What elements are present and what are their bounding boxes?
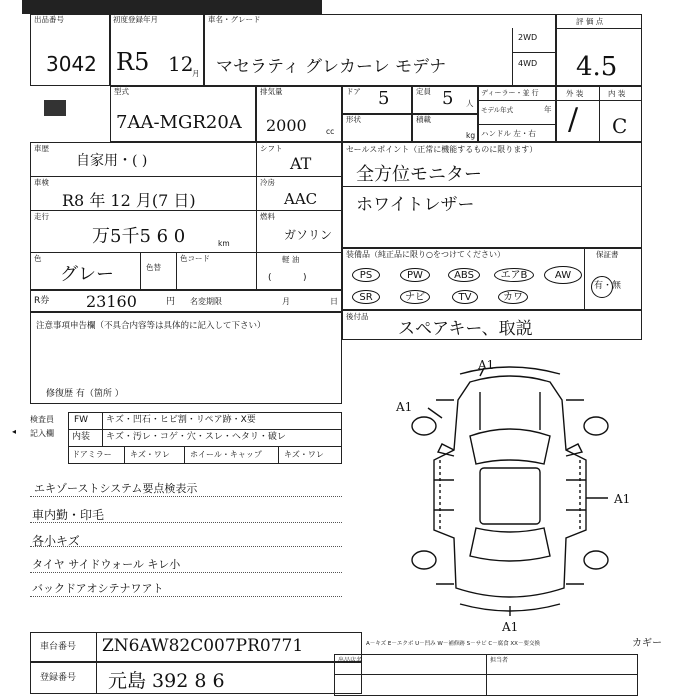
equip-airbag: エアB xyxy=(494,268,534,282)
drive-4wd: 4WD xyxy=(518,59,538,68)
reg-expiry-label: 名変期限 xyxy=(190,297,222,306)
aftermarket-label: 後付品 xyxy=(346,312,369,321)
warranty-yes-circle xyxy=(591,276,613,298)
month-unit: 月 xyxy=(192,69,200,78)
mileage: 万5千5 6 0 xyxy=(92,226,186,247)
plate-number: 元島 392 8 6 xyxy=(108,670,225,692)
handle-label: ハンドル 左・右 xyxy=(481,129,536,138)
inspection: R8 年 12 月(7 日) xyxy=(62,191,196,210)
fuel: ガソリン xyxy=(284,228,333,242)
capacity: 5 xyxy=(442,88,454,109)
light-oil-brackets: ( ) xyxy=(268,273,307,283)
diagram-mark-rear: A1 xyxy=(502,620,519,634)
drive-2wd: 2WD xyxy=(518,33,538,42)
doors: 5 xyxy=(378,88,390,109)
day-label: 日 xyxy=(330,297,338,306)
equip-leather: カワ xyxy=(498,290,528,304)
capacity-unit: 人 xyxy=(466,99,474,108)
repair-history: 修復歴 有（箇所 ） xyxy=(46,389,124,399)
int-grade: C xyxy=(612,114,628,138)
equip-aw: AW xyxy=(544,266,582,284)
reg-month: 12 xyxy=(168,52,194,76)
sales-line-1: 全方位モニター xyxy=(356,164,482,185)
model-year-label: モデル年式 xyxy=(481,106,514,114)
year-unit: 年 xyxy=(544,105,552,114)
note-line-1: エキゾーストシステム要点検表示 xyxy=(34,482,198,495)
warranty-label: 保証書 xyxy=(596,250,619,259)
shift: AT xyxy=(290,154,312,173)
model-label: 型式 xyxy=(114,87,129,96)
check-row-int-key: 内装 xyxy=(72,432,91,442)
score-label: 評 価 点 xyxy=(576,17,604,26)
damage-legend: A－キズ E－エクボ U－凹み W－補修跡 S－サビ C－腐食 XX－要交換 xyxy=(366,641,540,647)
chassis-number: ZN6AW82C007PR0771 xyxy=(102,636,304,656)
warranty-value: 有・無 xyxy=(594,281,622,291)
note-line-4: タイヤ サイドウォール キレ小 xyxy=(32,558,181,571)
diagram-mark-front-left: A1 xyxy=(396,400,413,414)
check-row-fw-key: FW xyxy=(74,415,89,425)
note-line-3: 各小キズ xyxy=(32,534,80,548)
header-logo-block xyxy=(22,0,322,14)
recycle-amount: 23160 xyxy=(86,292,137,311)
seal-2: 担当者 xyxy=(490,657,509,664)
car-diagram xyxy=(380,360,640,620)
lot-label: 出品番号 xyxy=(34,15,64,24)
ext-label: 外 装 xyxy=(566,89,584,98)
corner-note: カギー xyxy=(632,638,662,649)
check-label: 検査員 xyxy=(30,415,54,424)
check-row-wheel-val: キズ・ワレ xyxy=(284,450,324,459)
ext-grade: / xyxy=(568,102,579,137)
equip-sr: SR xyxy=(352,290,380,304)
equip-ps: PS xyxy=(352,268,380,282)
reg-year-label: 初度登録年月 xyxy=(113,15,158,24)
recycle-label: R券 xyxy=(34,296,50,306)
score-value: 4.5 xyxy=(576,52,618,82)
color-code-label: 色コード xyxy=(180,254,210,263)
cc-unit: cc xyxy=(326,127,335,136)
name-label: 車名・グレード xyxy=(208,15,261,24)
aftermarket: スペアキー、取説 xyxy=(398,319,533,339)
dealer-label: ディーラー・並 行 xyxy=(481,89,539,97)
recycle-box xyxy=(30,290,342,312)
diagram-mark-top: A1 xyxy=(478,358,495,372)
sales-label: セールスポイント（正常に機能するものに限ります） xyxy=(346,145,538,154)
note-line-2: 車内勤・印毛 xyxy=(32,508,105,522)
light-oil-label: 軽 油 xyxy=(282,255,300,264)
shape-label: 形状 xyxy=(346,115,361,124)
equip-abs: ABS xyxy=(448,268,480,282)
color-change-label: 色替 xyxy=(146,263,161,272)
check-row-wheel-key: ホイール・キャップ xyxy=(190,450,262,459)
cooling: AAC xyxy=(284,190,318,208)
displacement: 2000 xyxy=(266,116,307,135)
fuel-label: 燃料 xyxy=(260,212,275,221)
reg-year: R5 xyxy=(116,48,150,76)
km-unit: km xyxy=(218,239,230,248)
diagram-mark-right: A1 xyxy=(614,492,631,506)
shift-label: シフト xyxy=(260,144,283,153)
capacity-label: 定員 xyxy=(416,87,431,96)
note-line-5: バックドアオシテナワアト xyxy=(32,582,164,595)
check-row-mirror-val: キズ・ワレ xyxy=(130,450,170,459)
chassis-label: 車台番号 xyxy=(40,642,77,652)
inspection-label: 車検 xyxy=(34,178,49,187)
plate-label: 登録番号 xyxy=(40,673,77,683)
equip-navi: ナビ xyxy=(400,290,430,304)
check-row-mirror-key: ドアミラー xyxy=(72,450,112,459)
check-row-int-val: キズ・汚レ・コゲ・穴・スレ・ヘタリ・破レ xyxy=(106,432,286,442)
color-label: 色 xyxy=(34,254,42,263)
month-label: 月 xyxy=(282,297,290,306)
color: グレー xyxy=(60,264,114,285)
int-label: 内 装 xyxy=(608,89,626,98)
equip-pw: PW xyxy=(400,268,430,282)
notes-label: 注意事項申告欄（不具合内容等は具体的に記入して下さい） xyxy=(36,321,266,331)
sales-line-2: ホワイトレザー xyxy=(356,195,475,215)
vehicle-name: マセラティ グレカーレ モデナ xyxy=(216,57,447,77)
displacement-label: 排気量 xyxy=(260,87,283,96)
corner-mark xyxy=(44,100,66,116)
load-label: 積載 xyxy=(416,115,431,124)
kg-unit: kg xyxy=(466,131,476,140)
history: 自家用・( ) xyxy=(76,153,148,169)
mileage-label: 走行 xyxy=(34,212,49,221)
seal-1: 出品店名 xyxy=(338,657,363,664)
check-row-fw-val: キズ・凹石・ヒビ割・リペア跡・X要 xyxy=(106,415,256,425)
lot-number: 3042 xyxy=(46,52,97,76)
entry-label: 記入欄 xyxy=(30,429,54,438)
yen-unit: 円 xyxy=(166,297,176,307)
arrow-marker: ◂ xyxy=(12,427,17,436)
history-label: 車歴 xyxy=(34,144,49,153)
equipment-label: 装備品（純正品に限り○をつけてください） xyxy=(346,250,505,259)
model-code: 7AA-MGR20A xyxy=(116,112,242,133)
cooling-label: 冷房 xyxy=(260,178,275,187)
doors-label: ドア xyxy=(346,87,361,96)
equip-tv: TV xyxy=(452,290,478,304)
